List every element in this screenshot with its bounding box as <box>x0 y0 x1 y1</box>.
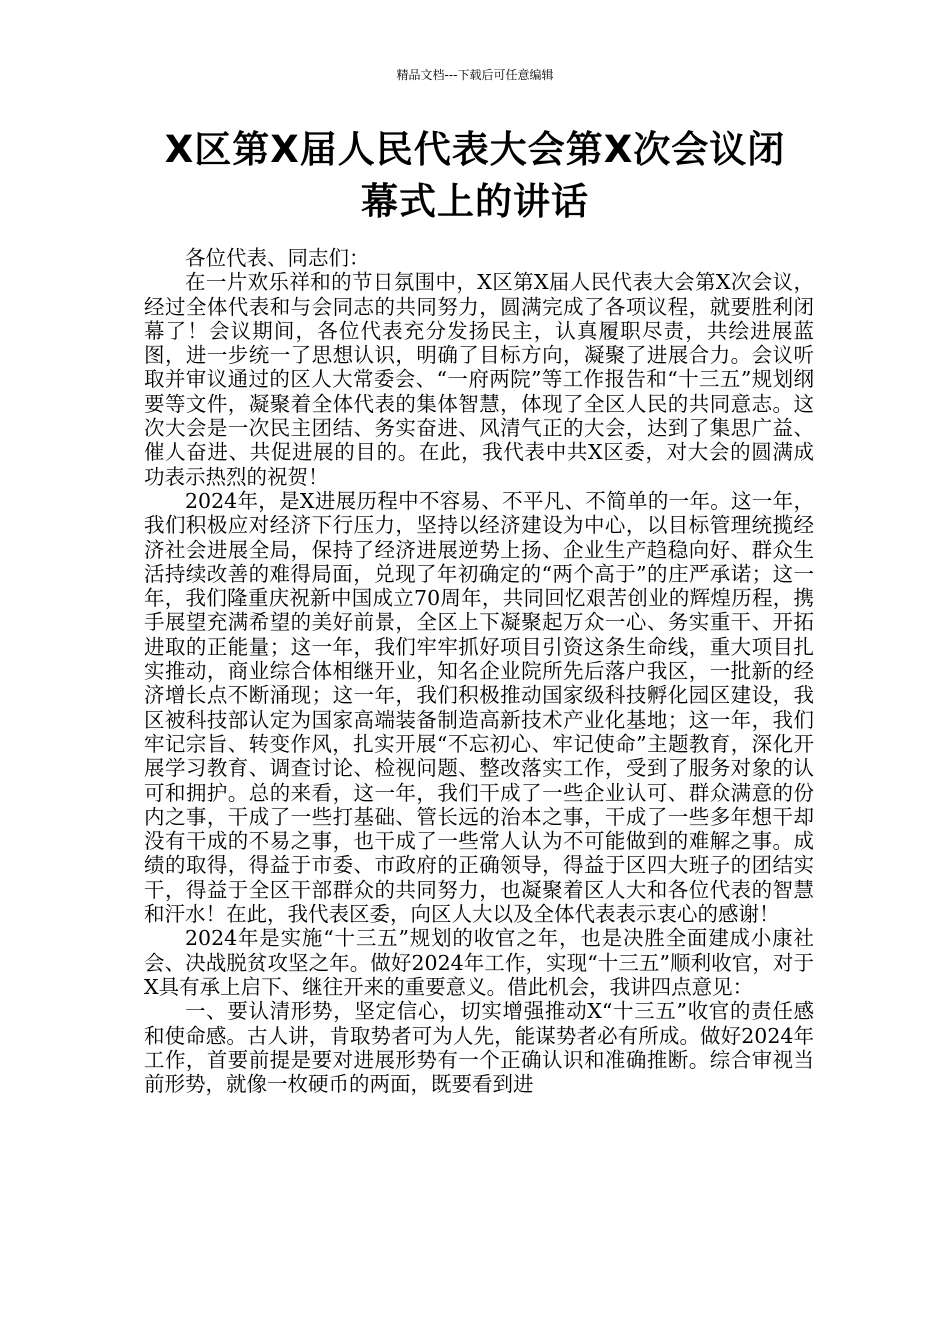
title-line-2: 幕式上的讲话 <box>361 180 589 223</box>
document-body <box>144 246 814 1096</box>
salutation: 各位代表、同志们： <box>185 246 370 270</box>
page-header: 精品文档---下载后可任意编辑 <box>396 68 554 82</box>
title-line-1: X区第X届人民代表大会第X次会议闭 <box>164 128 786 171</box>
paragraph: 一、要认清形势，坚定信心，切实增强推动X“十三五”收官的责任感和使命感。古人讲，肯取势者可为人先，能谋势者必有所成。做好2024年工作，首要前提是要对进展形势有一个正确认识和准确推断。综合审视当前形势，就像一枚硬币的两面，既要看到进 <box>144 999 814 1097</box>
paragraph: 2024年是实施“十三五”规划的收官之年，也是决胜全面建成小康社会、决战脱贫攻坚之年。做好2024年工作，实现“十三五”顺利收官，对于X具有承上启下、继往开来的重要意义。借此机会，我讲四点意见： <box>144 926 814 999</box>
paragraph: 在一片欢乐祥和的节日氛围中，X区第X届人民代表大会第X次会议，经过全体代表和与会同志的共同努力，圆满完成了各项议程，就要胜利闭幕了！会议期间，各位代表充分发扬民主，认真履职尽责，共绘进展蓝图，进一步统一了思想认识，明确了目标方向，凝聚了进展合力。会议听取并审议通过的区人大常委会、“一府两院”等工作报告和“十三五”规划纲要等文件，凝聚着全体代表的集体智慧，体现了全区人民的共同意志。这次大会是一次民主团结、务实奋进、风清气正的大会，达到了集思广益、催人奋进、共促进展的目的。在此，我代表中共X区委，对大会的圆满成功表示热烈的祝贺！ <box>144 270 814 489</box>
paragraph: 2024年，是X进展历程中不容易、不平凡、不简单的一年。这一年，我们积极应对经济下行压力，坚持以经济建设为中心，以目标管理统揽经济社会进展全局，保持了经济进展逆势上扬、企业生产趋稳向好、群众生活持续改善的难得局面，兑现了年初确定的“两个高于”的庄严承诺；这一年，我们隆重庆祝新中国成立70周年，共同回忆艰苦创业的辉煌历程，携手展望充满希望的美好前景，全区上下凝聚起万众一心、务实重干、开拓进取的正能量；这一年，我们牢牢抓好项目引资这条生命线，重大项目扎实推动，商业综合体相继开业，知名企业院所先后落户我区，一批新的经济增长点不断涌现；这一年，我们积极推动国家级科技孵化园区建设，我区被科技部认定为国家高端装备制造高新技术产业化基地；这一年，我们牢记宗旨、转变作风，扎实开展“不忘初心、牢记使命”主题教育，深化开展学习教育、调查讨论、检视问题、整改落实工作，受到了服务对象的认可和拥护。总的来看，这一年，我们干成了一些企业认可、群众满意的份内之事，干成了一些打基础、管长远的治本之事，干成了一些多年想干却没有干成的不易之事，也干成了一些常人认为不可能做到的难解之事。成绩的取得，得益于市委、市政府的正确领导，得益于区四大班子的团结实干，得益于全区干部群众的共同努力，也凝聚着区人大和各位代表的智慧和汗水！在此，我代表区委，向区人大以及全体代表表示衷心的感谢！ <box>144 488 814 927</box>
document-title <box>0 124 950 228</box>
